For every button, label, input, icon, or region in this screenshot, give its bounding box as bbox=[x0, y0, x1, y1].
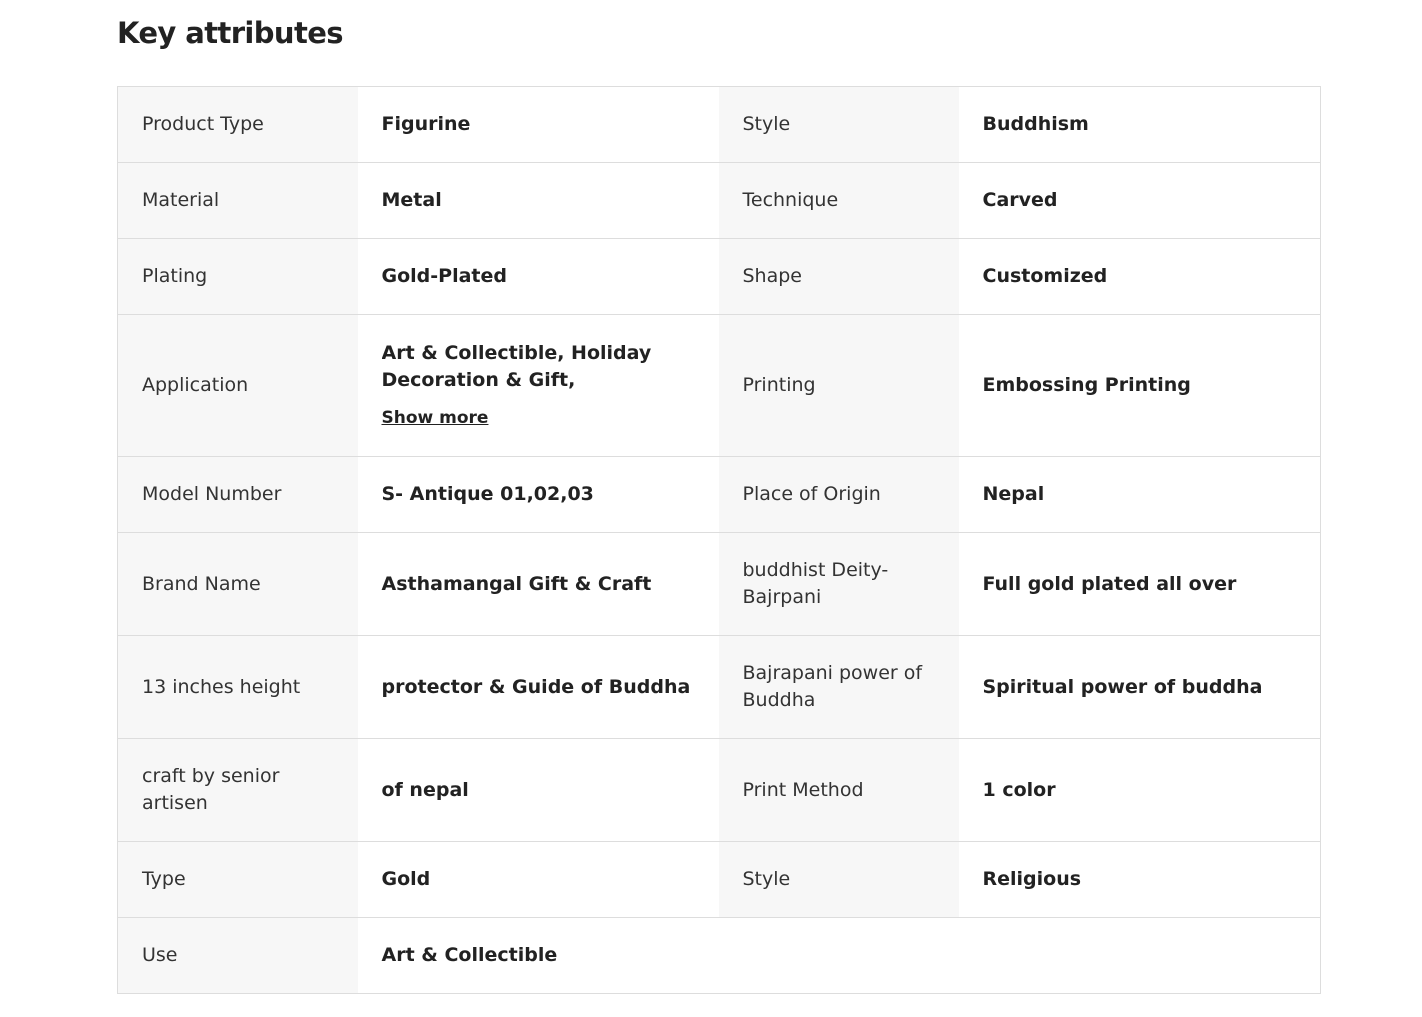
attribute-label: Product Type bbox=[118, 87, 358, 163]
attribute-value: Nepal bbox=[959, 457, 1321, 533]
attribute-label: Place of Origin bbox=[719, 457, 959, 533]
attribute-row bbox=[118, 457, 1321, 533]
attribute-value: Asthamangal Gift & Craft bbox=[358, 533, 719, 636]
attribute-row bbox=[118, 239, 1321, 315]
attribute-row bbox=[118, 87, 1321, 163]
attribute-value: Figurine bbox=[358, 87, 719, 163]
key-attributes-table bbox=[117, 86, 1321, 994]
attribute-label: Bajrapani power of Buddha bbox=[719, 636, 959, 739]
attribute-label: Plating bbox=[118, 239, 358, 315]
attribute-label: Type bbox=[118, 842, 358, 918]
attribute-value: Customized bbox=[959, 239, 1321, 315]
attribute-label: Material bbox=[118, 163, 358, 239]
attribute-value: Gold bbox=[358, 842, 719, 918]
attribute-row bbox=[118, 315, 1321, 457]
attribute-label: Style bbox=[719, 842, 959, 918]
attribute-value: Art & Collectible bbox=[358, 918, 719, 994]
attribute-row bbox=[118, 636, 1321, 739]
attribute-value: Buddhism bbox=[959, 87, 1321, 163]
attribute-value: Carved bbox=[959, 163, 1321, 239]
show-more-link[interactable]: Show more bbox=[381, 407, 489, 428]
attribute-label: Shape bbox=[719, 239, 959, 315]
attribute-value: protector & Guide of Buddha bbox=[358, 636, 719, 739]
attribute-label: Use bbox=[118, 918, 358, 994]
attribute-label: Model Number bbox=[118, 457, 358, 533]
attribute-row bbox=[118, 918, 1321, 994]
attribute-label: Print Method bbox=[719, 739, 959, 842]
attribute-value-expandable bbox=[358, 315, 719, 457]
attribute-value: Metal bbox=[358, 163, 719, 239]
attribute-label: buddhist Deity- Bajrpani bbox=[719, 533, 959, 636]
attribute-row bbox=[118, 842, 1321, 918]
attribute-value: S- Antique 01,02,03 bbox=[358, 457, 719, 533]
attribute-value: Full gold plated all over bbox=[959, 533, 1321, 636]
attribute-label: Printing bbox=[719, 315, 959, 457]
attribute-value: 1 color bbox=[959, 739, 1321, 842]
attribute-label: craft by senior artisen bbox=[118, 739, 358, 842]
attribute-label: Application bbox=[118, 315, 358, 457]
section-title: Key attributes bbox=[117, 16, 343, 50]
empty-cell bbox=[719, 918, 959, 994]
attribute-label: 13 inches height bbox=[118, 636, 358, 739]
attribute-value: Spiritual power of buddha bbox=[959, 636, 1321, 739]
attribute-label: Technique bbox=[719, 163, 959, 239]
attribute-label: Brand Name bbox=[118, 533, 358, 636]
attribute-value: of nepal bbox=[358, 739, 719, 842]
attribute-value: Gold-Plated bbox=[358, 239, 719, 315]
attribute-value-text: Art & Collectible, Holiday Decoration & Gift, bbox=[381, 341, 652, 391]
empty-cell bbox=[959, 918, 1321, 994]
attribute-value: Religious bbox=[959, 842, 1321, 918]
attribute-label: Style bbox=[719, 87, 959, 163]
attribute-row bbox=[118, 739, 1321, 842]
attribute-row bbox=[118, 533, 1321, 636]
attribute-row bbox=[118, 163, 1321, 239]
attribute-value: Embossing Printing bbox=[959, 315, 1321, 457]
